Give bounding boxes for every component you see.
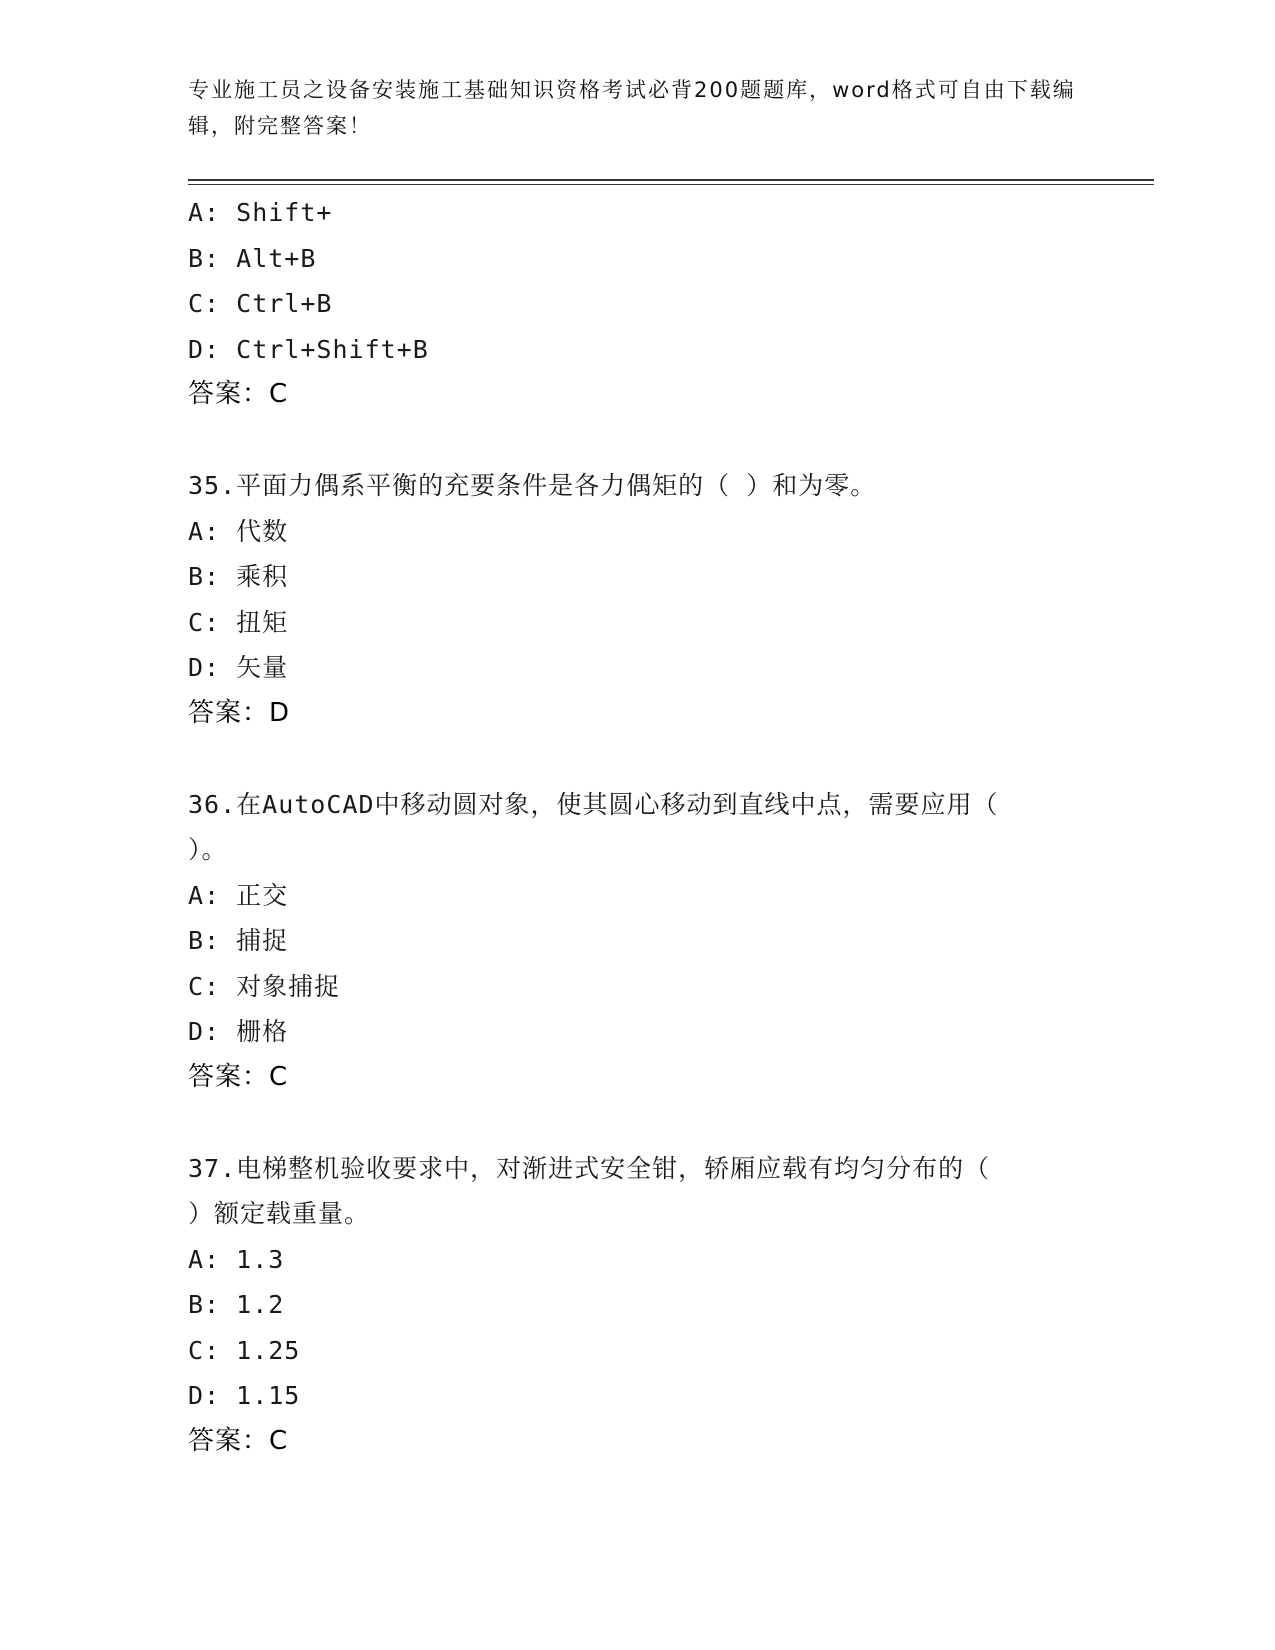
question-list bbox=[188, 190, 1088, 1464]
option-a: A: 代数 bbox=[188, 516, 289, 546]
option-d: D: 矢量 bbox=[188, 653, 289, 682]
option-b: B: Alt+B bbox=[188, 243, 317, 273]
question-block-34 bbox=[188, 190, 1088, 418]
option-b: B: 乘积 bbox=[188, 562, 289, 591]
spacer bbox=[188, 736, 1088, 782]
option-c: C: 1.25 bbox=[188, 1335, 301, 1365]
question-stem: 35.平面力偶系平衡的充要条件是各力偶矩的（ ）和为零。 bbox=[188, 471, 877, 500]
spacer bbox=[188, 1100, 1088, 1146]
option-b: B: 1.2 bbox=[188, 1290, 285, 1319]
option-c: C: Ctrl+B bbox=[188, 289, 333, 318]
option-a: A: 正交 bbox=[188, 880, 289, 910]
option-b: B: 捕捉 bbox=[188, 926, 289, 955]
answer-line: 答案：C bbox=[188, 379, 289, 409]
question-stem-line-2: ）。 bbox=[188, 835, 228, 864]
question-stem-line-2: ）额定载重量。 bbox=[188, 1199, 371, 1228]
option-d: D: 1.15 bbox=[188, 1381, 301, 1410]
option-a: A: 1.3 bbox=[188, 1244, 285, 1274]
header-divider-thick bbox=[188, 179, 1154, 181]
answer-line: 答案：C bbox=[188, 1425, 289, 1456]
option-c: C: 对象捕捉 bbox=[188, 971, 341, 1001]
option-d: D: 栅格 bbox=[188, 1017, 289, 1046]
option-a: A: Shift+ bbox=[188, 198, 333, 227]
question-stem-line-1: 37.电梯整机验收要求中，对渐进式安全钳，轿厢应载有均匀分布的（ bbox=[188, 1153, 991, 1183]
answer-line: 答案：C bbox=[188, 1061, 289, 1092]
spacer bbox=[188, 418, 1088, 464]
question-block-36 bbox=[188, 782, 1088, 1101]
answer-line: 答案：D bbox=[188, 697, 291, 728]
option-c: C: 扭矩 bbox=[188, 607, 289, 637]
question-block-35 bbox=[188, 463, 1088, 736]
question-block-37 bbox=[188, 1146, 1088, 1465]
document-header: 专业施工员之设备安装施工基础知识资格考试必背200题题库，word格式可自由下载编辑，附完整答案！ bbox=[188, 78, 1076, 138]
option-d: D: Ctrl+Shift+B bbox=[188, 334, 429, 364]
header-divider-thin bbox=[188, 184, 1154, 185]
question-stem-line-1: 36.在AutoCAD中移动圆对象，使其圆心移动到直线中点，需要应用（ bbox=[188, 789, 999, 819]
